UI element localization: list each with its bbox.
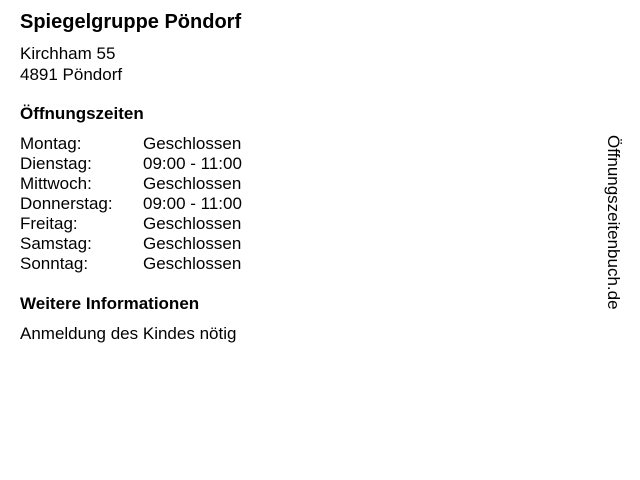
hours-value: 09:00 - 11:00 xyxy=(143,194,242,213)
hours-row-thursday xyxy=(20,194,343,214)
hours-day: Freitag: xyxy=(20,214,78,233)
hours-row-saturday xyxy=(20,234,343,254)
address xyxy=(20,43,122,85)
hours-row-tuesday xyxy=(20,154,343,174)
hours-value: Geschlossen xyxy=(143,254,242,273)
hours-row-wednesday xyxy=(20,174,343,194)
hours-value: 09:00 - 11:00 xyxy=(143,154,242,173)
hours-day: Mittwoch: xyxy=(20,174,92,193)
page-title: Spiegelgruppe Pöndorf xyxy=(20,11,242,33)
hours-day: Donnerstag: xyxy=(20,194,113,213)
address-city: 4891 Pöndorf xyxy=(20,65,123,84)
hours-value: Geschlossen xyxy=(143,234,242,253)
opening-hours-heading: Öffnungszeiten xyxy=(20,104,144,123)
more-info-heading: Weitere Informationen xyxy=(20,294,200,313)
watermark-text: Öffnungszeitenbuch.de xyxy=(604,135,623,310)
address-street: Kirchham 55 xyxy=(20,44,116,63)
hours-day: Sonntag: xyxy=(20,254,89,273)
hours-row-monday xyxy=(20,134,343,154)
hours-value: Geschlossen xyxy=(143,174,242,193)
hours-day: Samstag: xyxy=(20,234,92,253)
more-info-text: Anmeldung des Kindes nötig xyxy=(20,324,237,343)
opening-hours-table xyxy=(20,134,343,274)
hours-row-friday xyxy=(20,214,343,234)
hours-day: Dienstag: xyxy=(20,154,92,173)
hours-value: Geschlossen xyxy=(143,214,242,233)
hours-value: Geschlossen xyxy=(143,134,242,153)
hours-row-sunday xyxy=(20,254,343,274)
hours-day: Montag: xyxy=(20,134,82,153)
